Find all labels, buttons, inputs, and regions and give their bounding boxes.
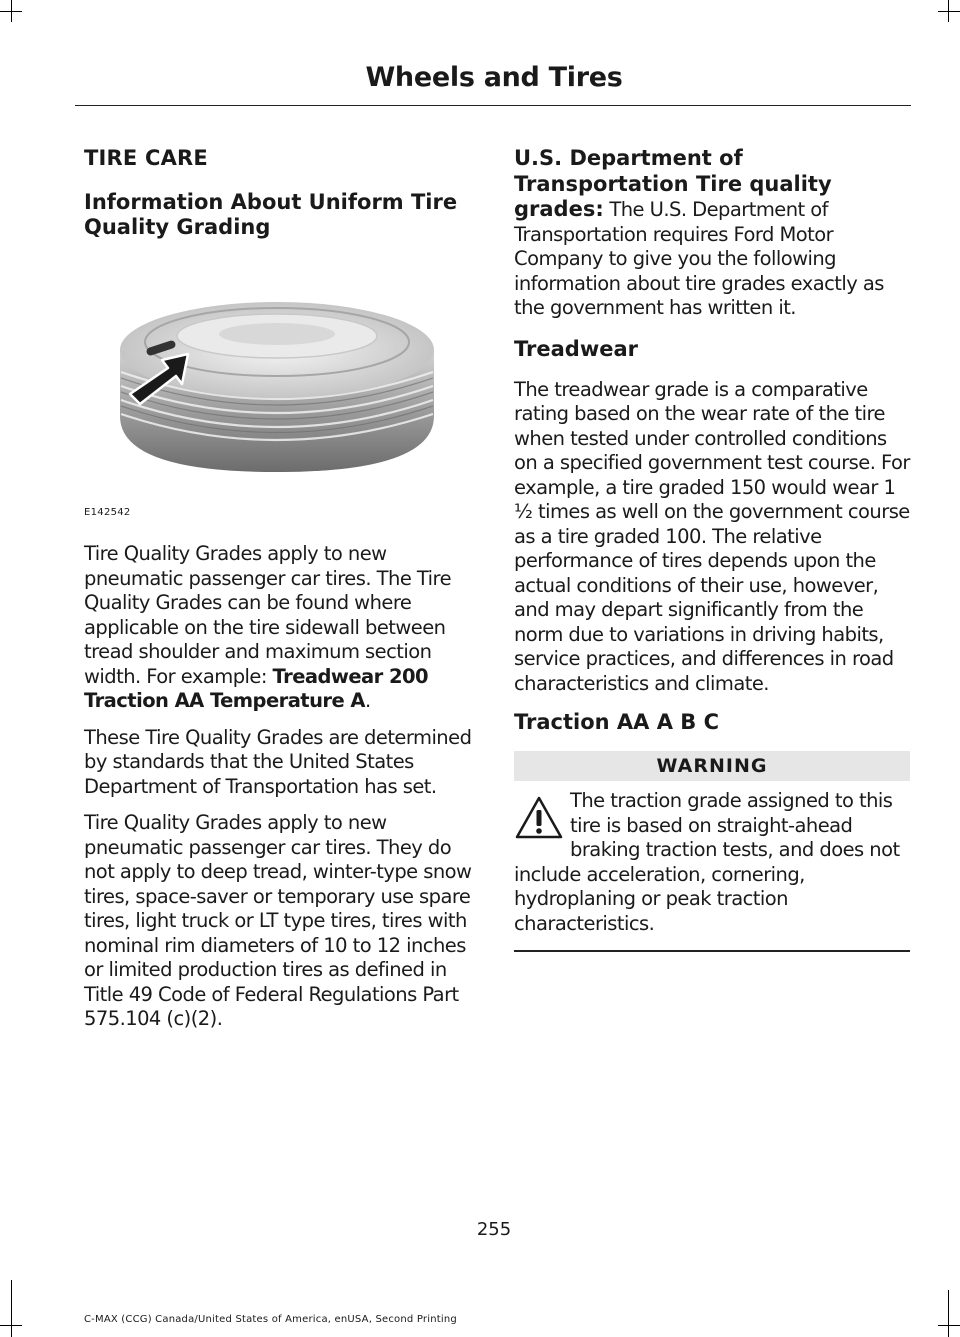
warning-triangle-icon: [514, 795, 564, 841]
traction-heading: Traction AA A B C: [514, 710, 720, 734]
crop-mark: [938, 1325, 960, 1326]
paragraph-grades-standards: These Tire Quality Grades are determined by standards that the United States Department of Transportation has set.: [84, 725, 472, 798]
paragraph-treadwear: The treadwear grade is a comparative rating based on the wear rate of the tire when tested under controlled conditions on a specified government test course. For example, a tire graded 150 would wear 1 ½ times as well on the government course as a tire graded 100. The relative performance of tires depends upon the actual conditions of their use, however, and may depart significantly from the norm due to variations in driving habits, service practices, and differences in road characteristics and climate.: [514, 377, 910, 695]
warning-box: [514, 751, 910, 952]
treadwear-heading: Treadwear: [514, 336, 638, 361]
crop-mark: [0, 11, 22, 12]
warning-divider: [514, 950, 910, 952]
dot-heading: U.S. Department of Transportation Tire quality grades:: [514, 146, 832, 221]
grade-example: Treadwear 200 Traction AA Temperature A: [84, 664, 428, 712]
figure-code: E142542: [84, 507, 131, 518]
paragraph-grades-exclusions: Tire Quality Grades apply to new pneumatic passenger car tires. They do not apply to deep tread, winter-type snow tires, space-saver or temporary use spare tires, light truck or LT type tires, tires with nominal rim diameters of 10 to 12 inches or limited production tires as defined in Title 49 Code of Federal Regulations Part 575.104 (c)(2).: [84, 811, 472, 1030]
warning-label: WARNING: [514, 751, 910, 781]
tire-illustration: [84, 256, 480, 522]
crop-mark: [0, 1325, 22, 1326]
warning-body: [514, 789, 910, 936]
paragraph-grades-location: Tire Quality Grades apply to new pneumatic passenger car tires. The Tire Quality Grades can be found where applicable on the tire sidewall between tread shoulder and maximum section width. For example: Treadwear 200 Traction AA Temperature A.: [84, 542, 452, 712]
warning-text: The traction grade assigned to this tire is based on straight-ahead braking traction tests, and does not include acceleration, cornering, hydroplaning or peak traction characteristics.: [514, 789, 900, 935]
crop-mark: [11, 1280, 12, 1337]
tire-sidewall-icon: [84, 256, 480, 522]
paragraph-dot-grades: U.S. Department of Transportation Tire quality grades: The U.S. Department of Transportation requires Ford Motor Company to give you the following information about tire grades exactly as the government has written it.: [514, 146, 884, 319]
section-title: TIRE CARE: [84, 146, 208, 170]
crop-mark: [948, 1290, 949, 1337]
crop-mark: [938, 11, 960, 12]
subsection-heading: Information About Uniform Tire Quality Grading: [84, 190, 458, 239]
page-number: 255: [476, 1219, 512, 1240]
left-column: [84, 146, 480, 1044]
right-column: [514, 146, 910, 952]
header-divider: [75, 105, 911, 106]
page-title: Wheels and Tires: [365, 62, 623, 93]
print-info: C-MAX (CCG) Canada/United States of America, enUSA, Second Printing: [84, 1314, 457, 1325]
